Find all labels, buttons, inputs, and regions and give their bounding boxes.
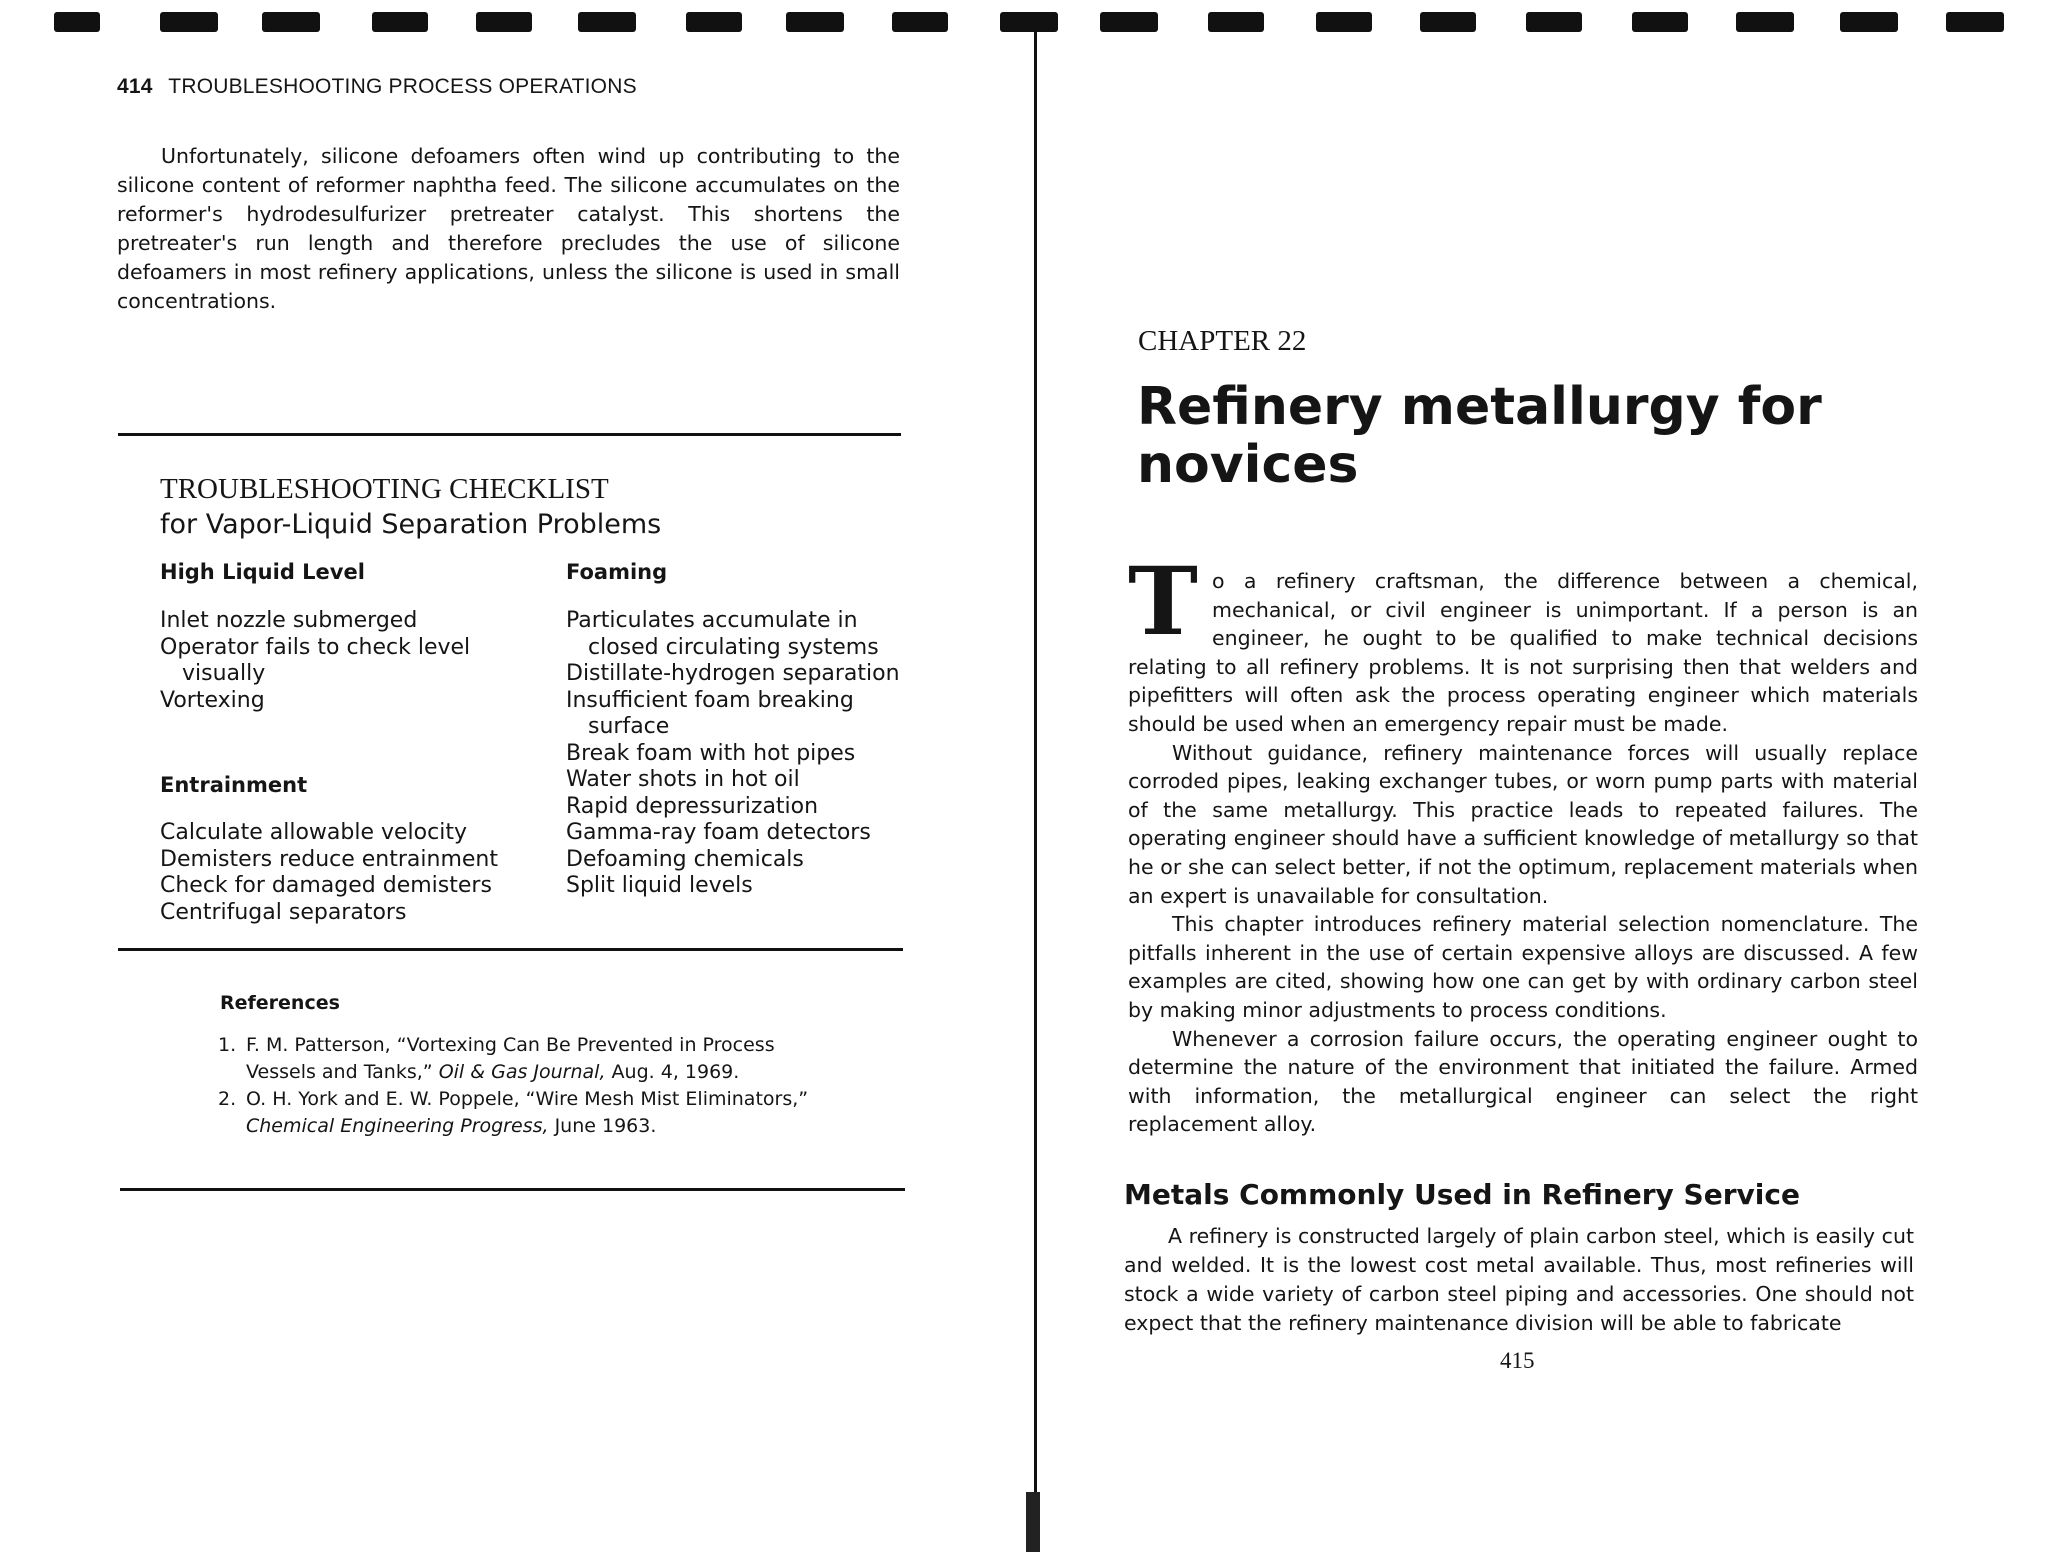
list-item: Calculate allowable velocity [160, 820, 467, 845]
list-item: Centrifugal separators [160, 899, 407, 925]
drop-cap: T [1128, 547, 1198, 657]
reference-date: Aug. 4, 1969. [611, 1061, 740, 1083]
checklist-title-block [160, 472, 661, 542]
list-item: Particulates accumulate in closed circulating systems [566, 608, 879, 660]
chapter-body [1128, 547, 1918, 1139]
chapter-label: CHAPTER 22 [1138, 325, 1307, 357]
references-bottom-rule [120, 1188, 905, 1191]
references-heading: References [220, 992, 340, 1014]
entrainment-heading: Entrainment [160, 773, 308, 797]
list-item: Gamma-ray foam detectors [566, 820, 871, 845]
body-paragraph: This chapter introduces refinery material selection nomenclature. The pitfalls inherent in the use of certain expensive alloys are discussed. A few examples are cited, showing how one can get by with ordinary carbon steel by making minor adjustments to process conditions. [1128, 912, 1918, 1022]
references-list [218, 1032, 818, 1140]
body-paragraph: o a refinery craftsman, the difference between a chemical, mechanical, or civil engineer is unimportant. If a person is an engineer, he ought to be qualified to make technical decisions relating to all refinery problems. It is not surprising then that welders and pipefitters will often ask the process operating engineer which materials should be used when an emergency repair must be made. [1128, 569, 1918, 736]
list-item: Rapid depressurization [566, 793, 819, 819]
reference-item [218, 1086, 818, 1140]
list-item: Break foam with hot pipes [566, 740, 856, 766]
list-item: Water shots in hot oil [566, 767, 800, 792]
high-liquid-level-heading: High Liquid Level [160, 560, 365, 584]
book-spine [1034, 30, 1037, 1530]
reference-source: Oil & Gas Journal, [438, 1061, 606, 1083]
running-head-title: TROUBLESHOOTING PROCESS OPERATIONS [168, 75, 637, 98]
running-head [117, 75, 637, 99]
list-item: Defoaming chemicals [566, 846, 804, 872]
reference-source: Chemical Engineering Progress, [246, 1115, 549, 1137]
reference-authors: O. H. York and E. W. Poppele, “Wire Mesh Mist Eliminators,” [246, 1088, 809, 1110]
checklist-bottom-rule [118, 948, 903, 951]
list-item: Insufficient foam breaking surface [566, 687, 854, 739]
body-paragraph: Without guidance, refinery maintenance forces will usually replace corroded pipes, leaking exchanger tubes, or worn pump parts with material of the same metallurgy. This practice leads to repeated failures. The operating engineer should have a sufficient knowledge of metallurgy so that he or she can select better, if not the optimum, replacement materials when an expert is unavailable for consultation. [1128, 740, 1918, 908]
list-item: Demisters reduce entrainment [160, 846, 498, 872]
body-paragraph: Whenever a corrosion failure occurs, the operating engineer ought to determine the nature of the environment that initiated the failure. Armed with information, the metallurgical engineer can select the right replacement alloy. [1128, 1026, 1918, 1137]
list-item: Check for damaged demisters [160, 873, 492, 898]
checklist-top-rule [118, 433, 901, 436]
drop-cap-box [1128, 547, 1212, 657]
chapter-title: Refinery metallurgy for novices [1137, 377, 1822, 495]
list-item: Split liquid levels [566, 873, 753, 898]
reference-number: 2. [218, 1088, 237, 1110]
list-item: Vortexing [160, 687, 265, 713]
checklist-title: TROUBLESHOOTING CHECKLIST [160, 473, 609, 505]
left-page-number: 414 [117, 75, 153, 98]
reference-item [218, 1032, 818, 1086]
right-page-number: 415 [1500, 1348, 1535, 1373]
entrainment-list [160, 820, 520, 926]
list-item: Operator fails to check level visually [160, 634, 471, 686]
list-item: Inlet nozzle submerged [160, 608, 418, 633]
reference-number: 1. [218, 1034, 237, 1056]
foaming-heading: Foaming [566, 560, 668, 584]
high-liquid-level-list [160, 608, 500, 714]
reference-authors: F. M. Patterson, “Vortexing Can Be Prevented in Process Vessels and Tanks,” [246, 1034, 775, 1083]
list-item: Distillate-hydrogen separation [566, 661, 900, 686]
intro-paragraph: Unfortunately, silicone defoamers often wind up contributing to the silicone content of reformer naphtha feed. The silicone accumulates on the reformer's hydrodesulfurizer pretreater catalyst. This shortens the pretreater's run length and therefore precludes the use of silicone defoamers in most refinery applications, unless the silicone is used in small concentrations. [117, 144, 900, 313]
foaming-list [566, 608, 902, 900]
section-heading: Metals Commonly Used in Refinery Service [1124, 1178, 1800, 1211]
section-paragraph: A refinery is constructed largely of plain carbon steel, which is easily cut and welded. It is the lowest cost metal available. Thus, most refineries will stock a wide variety of carbon steel piping and accessories. One should not expect that the refinery maintenance division will be able to fabricate [1124, 1224, 1914, 1335]
checklist-subtitle: for Vapor-Liquid Separation Problems [160, 509, 662, 540]
reference-date: June 1963. [554, 1115, 657, 1137]
